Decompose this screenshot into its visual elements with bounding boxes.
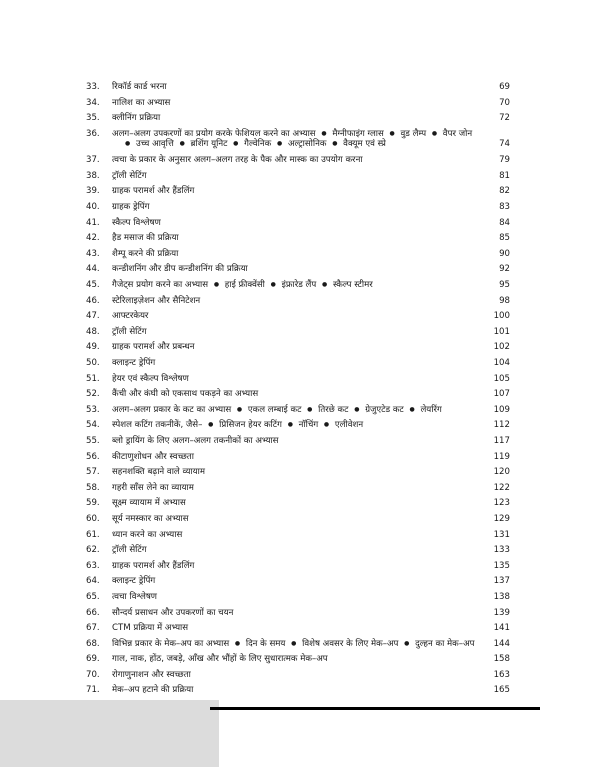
bullet-icon: ● [291, 639, 297, 647]
toc-title-line: त्वचा विश्लेषण [112, 591, 158, 602]
toc-number: 63. [86, 560, 100, 571]
toc-number: 33. [86, 82, 100, 92]
toc-title-line: ट्रॉली सेटिंग [112, 545, 147, 556]
toc-row [0, 374, 600, 390]
toc-title-line: सौन्दर्य प्रसाधन और उपकरणों का चयन [112, 607, 234, 618]
toc-number: 39. [86, 186, 100, 197]
toc-page-number: 72 [499, 113, 510, 124]
toc-row [0, 82, 600, 98]
toc-page-number: 123 [493, 498, 510, 509]
toc-number: 71. [86, 685, 100, 696]
toc-row [0, 592, 600, 608]
toc-page-number: 144 [493, 638, 510, 649]
toc-title-line: कन्डीशनिंग और डीप कन्डीशनिंग की प्रक्रिया [112, 264, 248, 275]
toc-title-line: अलग–अलग प्रकार के कट का अभ्यास ● एकल लम्बाई कट ● तिरछे कट ● ग्रेजुएटेड कट ● लेयरिंग [112, 404, 442, 415]
toc-title [112, 280, 482, 291]
toc-page-number: 82 [499, 186, 510, 197]
toc-number: 62. [86, 545, 100, 556]
toc-number: 67. [86, 623, 100, 634]
toc-title-line: ट्रॉली सेटिंग [112, 326, 147, 337]
toc-number: 61. [86, 529, 100, 540]
toc-title [112, 249, 482, 260]
toc-number: 48. [86, 326, 100, 337]
toc-title [112, 374, 482, 385]
toc-number: 58. [86, 482, 100, 493]
toc-page-number: 105 [493, 373, 510, 384]
toc-page-number: 70 [499, 97, 510, 108]
toc-title-line: स्टेरिलाइज़ेशन और सैनिटेशन [112, 295, 201, 306]
toc-row [0, 670, 600, 686]
toc-page-number: 69 [499, 82, 510, 92]
toc-title-line: स्पेशल कटिंग तकनीकें, जैसे– ● प्रिसिजन हेयर कटिंग ● नॉचिंग ● एलीवेशन [112, 420, 364, 431]
toc-number: 55. [86, 435, 100, 446]
toc-title-line: हेयर एवं स्कैल्प विश्लेषण [112, 373, 189, 384]
toc-number: 49. [86, 342, 100, 353]
toc-title [112, 171, 482, 182]
toc-title-line: ध्यान करने का अभ्यास [112, 529, 183, 540]
bullet-icon: ● [234, 639, 241, 647]
toc-page-number: 98 [499, 295, 510, 306]
toc-row [0, 483, 600, 499]
toc-row [0, 296, 600, 312]
toc-title [112, 155, 482, 166]
toc-page-number: 165 [493, 685, 510, 696]
footer-rule [210, 707, 540, 710]
toc-title-line: ग्राहक परामर्श और हैंडलिंग [112, 560, 195, 571]
toc-number: 57. [86, 467, 100, 478]
toc-page-number: 139 [493, 607, 510, 618]
toc-title-line: सहनशक्ति बढ़ाने वाले व्यायाम [112, 467, 205, 478]
toc-row [0, 155, 600, 171]
toc-title [112, 327, 482, 338]
toc-title [112, 514, 482, 525]
toc-title [112, 452, 482, 463]
toc-page-number: 81 [499, 170, 510, 181]
toc-title-line: अलग–अलग उपकरणों का प्रयोग करके फेशियल करने का अभ्यास ● मैग्नीफाइंग ग्लास ● वुड लैम्प ● वैपर जोन [112, 128, 473, 139]
toc-number: 36. [86, 128, 100, 139]
toc-title-line: मेक–अप हटाने की प्रक्रिया [112, 685, 194, 696]
toc-number: 46. [86, 295, 100, 306]
bullet-icon: ● [409, 405, 415, 413]
toc-title [112, 623, 482, 634]
toc-row [0, 358, 600, 374]
toc-title [112, 530, 482, 541]
toc-page-number: 109 [493, 404, 510, 415]
toc-number: 56. [86, 451, 100, 462]
toc-title [112, 467, 482, 478]
toc-page-number: 90 [499, 248, 510, 259]
toc-row [0, 202, 600, 218]
toc-row [0, 327, 600, 343]
toc-number: 50. [86, 358, 100, 368]
toc-title-line: कीटाणुशोधन और स्वच्छता [112, 451, 194, 462]
toc-page-number: 122 [493, 482, 510, 493]
toc-title [112, 670, 482, 681]
toc-title [112, 389, 482, 400]
toc-title [112, 405, 482, 416]
toc-row [0, 576, 600, 592]
toc-page-number: 85 [499, 233, 510, 244]
toc-page-number: 112 [493, 420, 510, 431]
toc-row [0, 342, 600, 358]
bullet-icon: ● [323, 421, 330, 429]
toc-title [112, 654, 482, 665]
toc-number: 70. [86, 669, 100, 680]
toc-page-number: 74 [499, 139, 510, 150]
bullet-icon: ● [179, 140, 185, 148]
toc-number: 52. [86, 389, 100, 400]
toc-row [0, 498, 600, 514]
toc-title-line: हैड मसाज की प्रक्रिया [112, 233, 179, 244]
toc-page-number: 83 [499, 202, 510, 213]
toc-page-number: 117 [493, 435, 510, 446]
table-of-contents [0, 82, 600, 701]
toc-title [112, 436, 482, 447]
bullet-icon: ● [431, 129, 438, 137]
toc-title [112, 576, 482, 587]
toc-page-number: 138 [493, 591, 510, 602]
toc-row [0, 639, 600, 655]
toc-number: 37. [86, 155, 100, 166]
toc-page-number: 101 [493, 326, 510, 337]
toc-title [112, 98, 482, 109]
toc-number: 34. [86, 97, 100, 108]
toc-title-line: क्लाइन्ट ड्रेपिंग [112, 358, 156, 368]
toc-number: 45. [86, 280, 100, 291]
toc-title-line: ग्राहक परामर्श और हैंडलिंग [112, 186, 195, 197]
toc-title-line: शैम्पू करने की प्रक्रिया [112, 248, 179, 259]
toc-title [112, 129, 482, 150]
toc-number: 60. [86, 513, 100, 524]
toc-row [0, 467, 600, 483]
bullet-icon: ● [321, 129, 327, 137]
toc-title-line: विभिन्न प्रकार के मेक–अप का अभ्यास ● दिन के समय ● विशेष अवसर के लिए मेक–अप ● दुल्हन का मेक–अप [112, 638, 475, 649]
toc-title [112, 545, 482, 556]
toc-row [0, 218, 600, 234]
toc-title-line: आफ्टरकेयर [112, 311, 149, 322]
toc-number: 47. [86, 311, 100, 322]
toc-page-number: 163 [493, 669, 510, 680]
toc-number: 65. [86, 591, 100, 602]
toc-title [112, 592, 482, 603]
toc-row [0, 685, 600, 701]
toc-title [112, 342, 482, 353]
toc-number: 41. [86, 217, 100, 228]
toc-title-line: स्कैल्प विश्लेषण [112, 217, 161, 228]
toc-row [0, 98, 600, 114]
toc-title-line: गाल, नाक, होंठ, जबड़े, आँख और भौंहों के लिए सुधारात्मक मेक–अप [112, 654, 328, 665]
toc-row [0, 264, 600, 280]
toc-title-line: क्लीनिंग प्रक्रिया [112, 113, 161, 124]
toc-number: 64. [86, 576, 100, 587]
toc-row [0, 129, 600, 156]
toc-title [112, 358, 482, 369]
toc-row [0, 420, 600, 436]
toc-page-number: 107 [493, 389, 510, 400]
bullet-icon: ● [213, 281, 220, 289]
toc-page-number: 133 [493, 545, 510, 556]
toc-row [0, 436, 600, 452]
toc-title [112, 218, 482, 229]
toc-row [0, 389, 600, 405]
toc-page-number: 158 [493, 654, 510, 665]
toc-row [0, 113, 600, 129]
toc-title-line: ट्रॉली सेटिंग [112, 170, 147, 181]
bullet-icon: ● [404, 639, 410, 647]
toc-number: 40. [86, 202, 100, 213]
bullet-icon: ● [287, 421, 293, 429]
toc-page-number: 92 [499, 264, 510, 275]
toc-page-number: 100 [493, 311, 510, 322]
bullet-icon: ● [270, 281, 276, 289]
toc-number: 66. [86, 607, 100, 618]
toc-row [0, 311, 600, 327]
toc-row [0, 623, 600, 639]
toc-title [112, 608, 482, 619]
toc-title-line: रोगाणुनाशन और स्वच्छता [112, 669, 191, 680]
toc-row [0, 608, 600, 624]
bullet-icon: ● [321, 281, 328, 289]
bullet-icon: ● [236, 405, 243, 413]
toc-page-number: 79 [499, 155, 510, 166]
toc-title-line: गहरी साँस लेने का व्यायाम [112, 482, 194, 493]
toc-page-number: 84 [499, 217, 510, 228]
toc-number: 53. [86, 404, 100, 415]
toc-title-line: सूर्य नमस्कार का अभ्यास [112, 513, 189, 524]
toc-title [112, 561, 482, 572]
toc-title-line: नालिश का अभ्यास [112, 97, 171, 108]
toc-row [0, 561, 600, 577]
toc-number: 68. [86, 638, 100, 649]
toc-title [112, 420, 482, 431]
toc-title [112, 233, 482, 244]
toc-number: 51. [86, 373, 100, 384]
toc-title-line: त्वचा के प्रकार के अनुसार अलग–अलग तरह के पैक और मास्क का उपयोग करना [112, 155, 363, 166]
toc-number: 44. [86, 264, 100, 275]
toc-title [112, 483, 482, 494]
toc-row [0, 654, 600, 670]
bullet-icon: ● [332, 140, 338, 148]
toc-title-line: कैंची और कंघी को एकसाथ पकड़ने का अभ्यास [112, 389, 259, 400]
toc-number: 38. [86, 170, 100, 181]
toc-title [112, 264, 482, 275]
toc-number: 59. [86, 498, 100, 509]
toc-page-number: 141 [493, 623, 510, 634]
toc-number: 42. [86, 233, 100, 244]
toc-title [112, 685, 482, 696]
toc-title [112, 498, 482, 509]
toc-number: 54. [86, 420, 100, 431]
bullet-icon: ● [125, 140, 131, 148]
toc-number: 35. [86, 113, 100, 124]
toc-row [0, 233, 600, 249]
toc-page-number: 120 [493, 467, 510, 478]
toc-title-line: क्लाइन्ट ड्रेपिंग [112, 576, 156, 587]
toc-title-line: ब्लो ड्रायिंग के लिए अलग–अलग तकनीकों का अभ्यास [112, 435, 279, 446]
toc-row [0, 249, 600, 265]
bullet-icon: ● [389, 129, 395, 137]
toc-title-line: ग्राहक ड्रेपिंग [112, 202, 150, 213]
toc-title-line: CTM प्रक्रिया में अभ्यास [112, 623, 189, 634]
toc-row [0, 514, 600, 530]
toc-row [0, 186, 600, 202]
toc-title-line: ग्राहक परामर्श और प्रबन्धन [112, 342, 195, 353]
toc-title [112, 296, 482, 307]
toc-row [0, 452, 600, 468]
footer-grey-block [0, 700, 219, 767]
bullet-icon: ● [233, 140, 239, 148]
toc-title [112, 113, 482, 124]
toc-page-number: 104 [493, 358, 510, 368]
bullet-icon: ● [307, 405, 313, 413]
toc-row [0, 545, 600, 561]
toc-title [112, 82, 482, 93]
toc-title [112, 186, 482, 197]
toc-title-line: गैजेट्स प्रयोग करने का अभ्यास ● हाई फ्रीक्वेंसी ● इंफ्रारेड लैंप ● स्कैल्प स्टीमर [112, 280, 373, 291]
toc-number: 69. [86, 654, 100, 665]
toc-page-number: 129 [493, 513, 510, 524]
toc-page-number: 102 [493, 342, 510, 353]
toc-title [112, 202, 482, 213]
toc-page-number: 119 [493, 451, 510, 462]
toc-row [0, 280, 600, 296]
toc-page-number: 95 [499, 280, 510, 291]
toc-row [0, 171, 600, 187]
bullet-icon: ● [354, 405, 360, 413]
bullet-icon: ● [276, 140, 283, 148]
toc-title-line: ● उच्च आवृत्ति ● ब्रशिंग यूनिट ● गैल्वेनिक ● अल्ट्रासोनिक ● वैक्यूम एवं स्प्रे [112, 139, 482, 150]
toc-title-line: सूक्ष्म व्यायाम में अभ्यास [112, 498, 186, 509]
toc-title-line: रिकॉर्ड कार्ड भरना [112, 82, 167, 92]
toc-row [0, 405, 600, 421]
toc-title [112, 639, 482, 650]
toc-row [0, 530, 600, 546]
bullet-icon: ● [208, 421, 214, 429]
toc-number: 43. [86, 248, 100, 259]
toc-page-number: 137 [493, 576, 510, 587]
toc-page-number: 135 [493, 560, 510, 571]
toc-page-number: 131 [493, 529, 510, 540]
toc-title [112, 311, 482, 322]
